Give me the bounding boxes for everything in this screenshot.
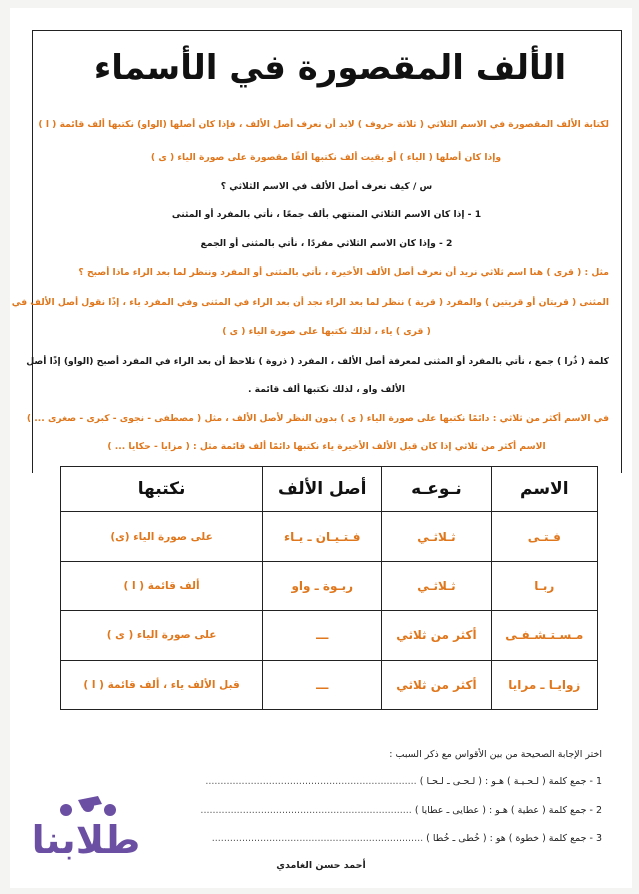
header-writing: نكتبها: [61, 467, 263, 512]
answer-line-2: 2 - وإذا كان الاسم الثلاثي مفردًا ، نأتي بالمثنى أو الجمع: [200, 238, 453, 249]
table-row: [61, 660, 598, 709]
example-line-1: مثل : ( قرى ) هنا اسم ثلاثي نريد أن نعرف أصل الألف الأخيرة ، نأتي بالمثنى أو المفرد وننظر لما بعد الراء ماذا أصبح ؟: [78, 267, 609, 278]
answer-blank[interactable]: ......................................................................: [200, 805, 412, 816]
worksheet-page: [10, 8, 632, 888]
cell-type: ثـلاثـي: [382, 561, 491, 610]
cell-origin: ربـوة ـ واو: [263, 561, 382, 610]
black-line-2: الألف واو ، لذلك نكتبها ألف قائمة .: [247, 384, 406, 395]
cell-name: ربـا: [491, 561, 597, 610]
logo-text: طلابنا: [31, 818, 141, 862]
author-name: أحمد حسن الغامدي: [276, 860, 366, 871]
answer-line-1: 1 - إذا كان الاسم الثلاثي المنتهي بألف جمعًا ، نأتي بالمفرد أو المثنى: [171, 209, 482, 220]
cell-name: زوايـا ـ مرايا: [491, 660, 597, 709]
cell-type: ثـلاثـي: [382, 512, 491, 561]
question-line: س / كيف نعرف أصل الألف في الاسم الثلاثي ؟: [220, 181, 433, 192]
answer-blank[interactable]: ......................................................................: [211, 833, 424, 844]
cell-type: أكثر من ثلاثي: [382, 660, 491, 709]
exercise-question: 3 - جمع كلمة ( خطوة ) هو : ( خُطى ـ خُطا ): [426, 833, 602, 844]
rule-line-1: في الاسم أكثر من ثلاثي : دائمًا نكتبها على صورة الياء ( ى ) بدون النظر لأصل الألف ، مثل ( مصطفى - نجوى - كبرى - صغرى ... ): [26, 413, 609, 424]
cell-name: مـسـتـشـفـى: [491, 611, 597, 660]
cell-origin: ـــ: [263, 660, 382, 709]
exercise-item-1: [27, 776, 602, 787]
answer-blank[interactable]: ......................................................................: [205, 776, 417, 787]
black-line-1: كلمة ( ذُرا ) جمع ، نأتي بالمفرد أو المثنى لمعرفة أصل الألف ، المفرد ( ذروة ) نلاحظ أن بعد الراء في المفرد أصبح (الواو) إذًا أصل: [26, 356, 609, 367]
cell-name: فـتـى: [491, 512, 597, 561]
table-row: [61, 611, 598, 660]
exercise-question: 2 - جمع كلمة ( عطية ) هـو : ( عطايى ـ عطايا ): [414, 805, 602, 816]
cell-origin: ـــ: [263, 611, 382, 660]
cell-writing: ألف قائمة ( ا ): [61, 561, 263, 610]
talabna-logo: [26, 796, 146, 870]
cell-origin: فـتـيـان ـ يـاء: [263, 512, 382, 561]
example-line-2: المثنى ( قريتان أو قريتين ) والمفرد ( قرية ) ننظر لما بعد الراء نجد أن بعد الراء في المثنى وفي المفرد ياء ، إذًا نقول أصل الألف في: [11, 297, 609, 308]
table-row: [61, 561, 598, 610]
header-origin: أصل الألف: [263, 467, 382, 512]
intro-line-2: وإذا كان أصلها ( الياء ) أو بقيت ألف نكتبها ألفًا مقصورة على صورة الياء ( ى ): [150, 152, 502, 163]
content-frame: [11, 30, 622, 473]
alif-table: [60, 466, 598, 710]
table-header-row: [61, 467, 598, 512]
cell-writing: قبل الألف ياء ، ألف قائمة ( ا ): [61, 660, 263, 709]
exercise-question: 1 - جمع كلمة ( لـحـيـة ) هـو : ( لـحـى ـ لـحـا ): [419, 776, 602, 787]
header-type: نـوعـه: [382, 467, 491, 512]
cell-writing: على صورة الياء ( ى ): [61, 611, 263, 660]
cell-type: أكثر من ثلاثي: [382, 611, 491, 660]
page-title: الألف المقصورة في الأسماء: [93, 48, 567, 88]
cell-writing: على صورة الياء (ى): [61, 512, 263, 561]
header-name: الاسم: [491, 467, 597, 512]
table-row: [61, 512, 598, 561]
exercise-intro: اختر الإجابة الصحيحة من بين الأقواس مع ذكر السبب :: [389, 749, 602, 760]
rule-line-2: الاسم أكثر من ثلاثي إذا كان قبل الألف الأخيرة ياء نكتبها دائمًا ألف قائمة مثل : ( مزايا - حكايا ... ): [107, 441, 546, 452]
example-line-3: ( قرى ) ياء ، لذلك نكتبها على صورة الياء ( ى ): [222, 326, 431, 337]
intro-line-1: لكتابة الألف المقصورة في الاسم الثلاثي ( ثلاثة حروف ) لابد أن نعرف أصل الألف ، فإذا كان أصلها (الواو) نكتبها ألف قائمة ( ا ): [38, 119, 609, 130]
